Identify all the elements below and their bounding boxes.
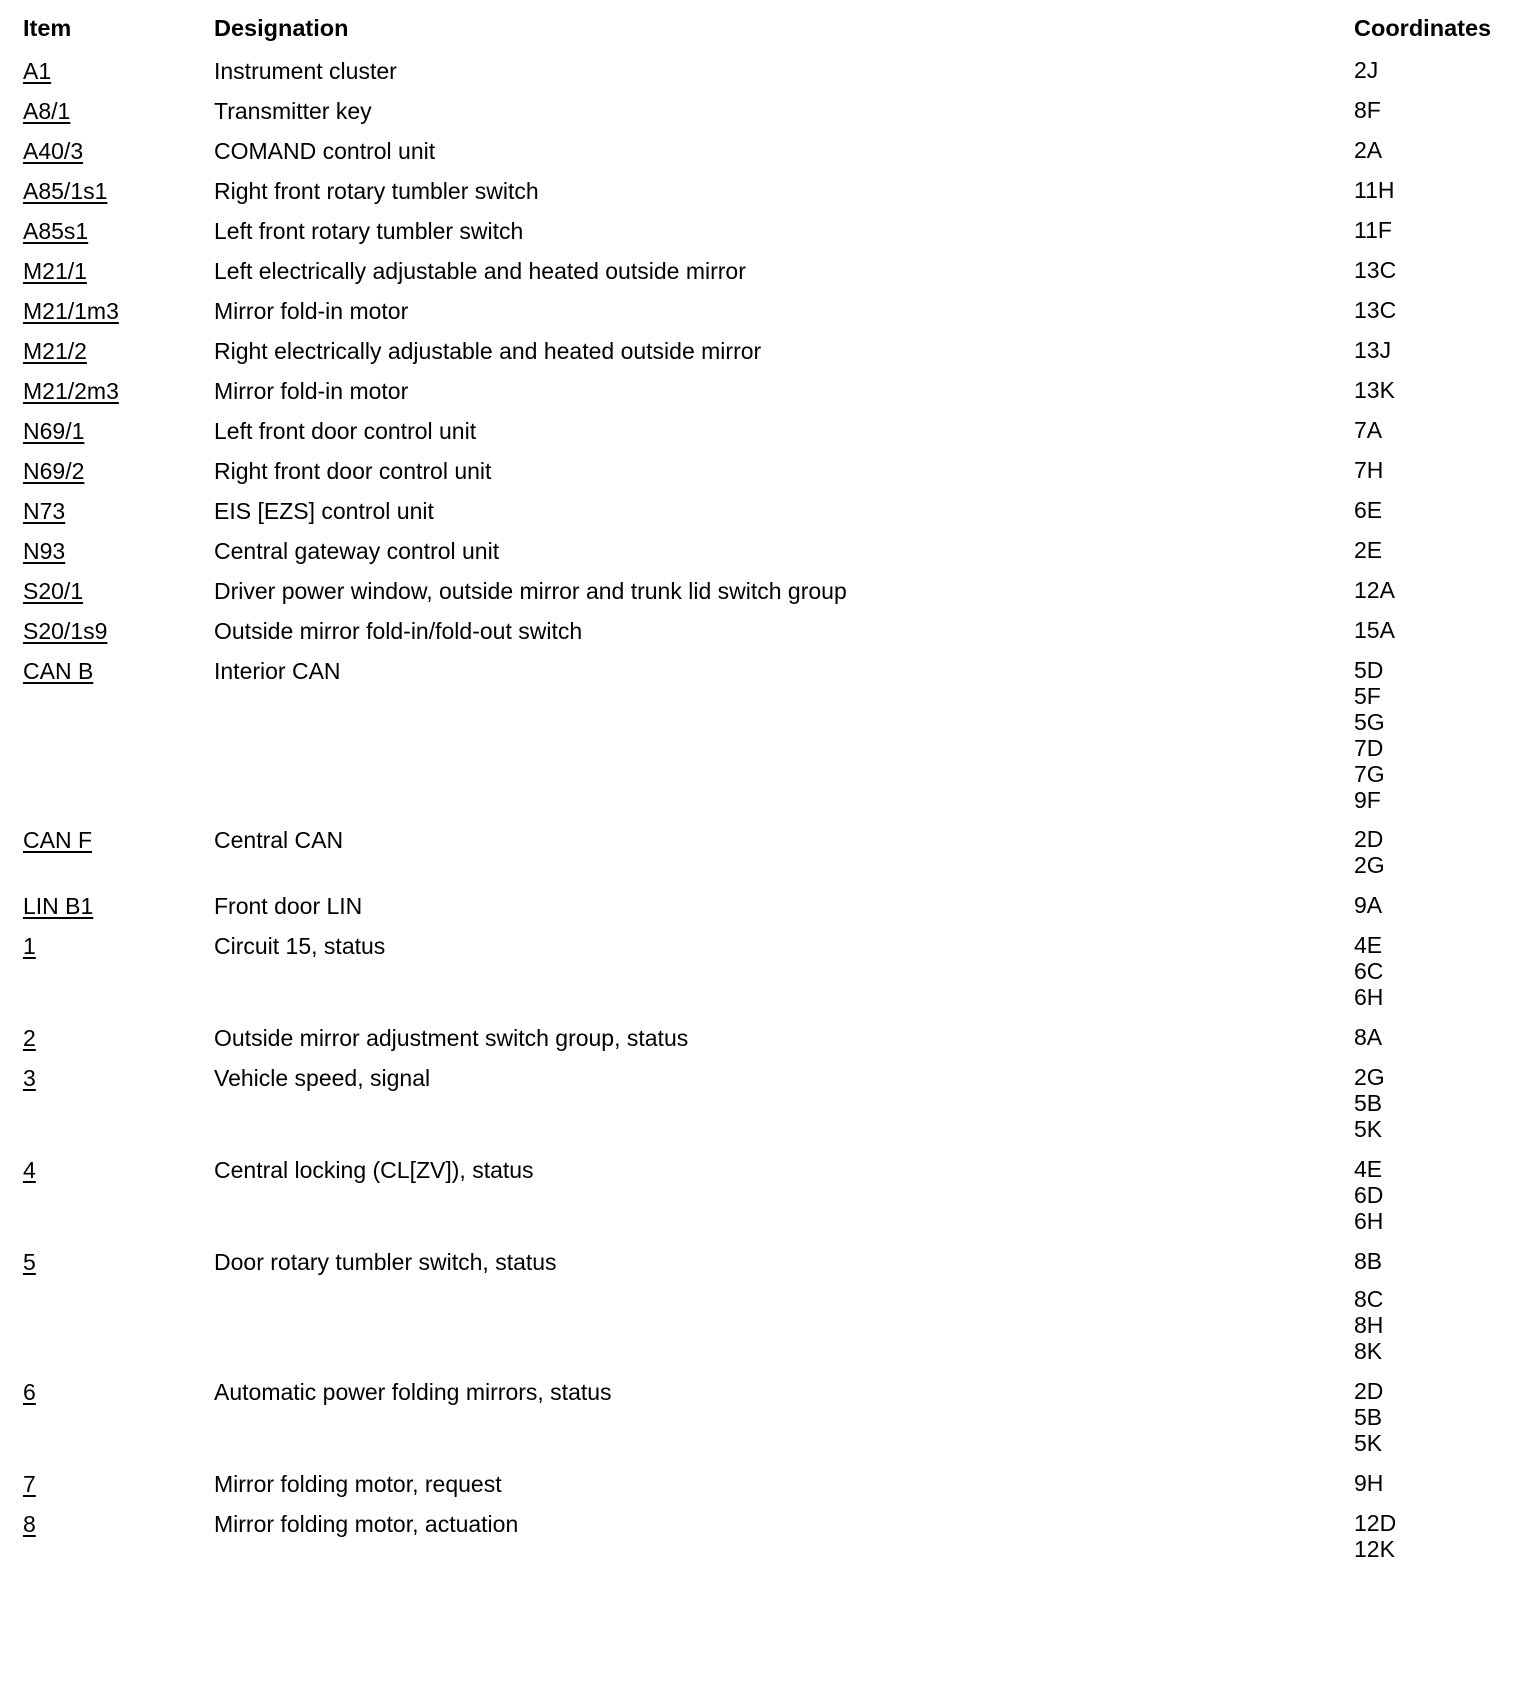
item-link[interactable]: N73 — [23, 498, 66, 524]
coordinate: 2G — [1354, 1064, 1385, 1090]
coordinate: 4E — [1354, 1156, 1383, 1182]
item-link[interactable]: A40/3 — [23, 138, 84, 164]
coordinate: 4E — [1354, 932, 1383, 958]
item-cell — [23, 892, 214, 932]
coordinates-cell — [1354, 1024, 1520, 1064]
coordinate: 13C — [1354, 257, 1397, 283]
table-row — [23, 1470, 1520, 1510]
table-row — [23, 57, 1520, 97]
item-cell — [23, 497, 214, 537]
coordinate: 2D — [1354, 826, 1384, 852]
item-link[interactable]: N69/1 — [23, 418, 85, 444]
item-cell — [23, 1024, 214, 1064]
item-cell — [23, 297, 214, 337]
designation-cell: EIS [EZS] control unit — [214, 498, 434, 524]
header-designation: Designation — [214, 15, 349, 41]
coordinates-cell — [1354, 1510, 1520, 1576]
coordinate: 5G — [1354, 709, 1385, 735]
coordinates-cell — [1354, 177, 1520, 217]
item-cell — [23, 97, 214, 137]
coordinates-cell — [1354, 826, 1520, 892]
item-cell — [23, 1510, 214, 1576]
item-link[interactable]: 8 — [23, 1511, 36, 1537]
table-row — [23, 1510, 1520, 1576]
table-row — [23, 577, 1520, 617]
item-cell — [23, 417, 214, 457]
coordinate: 11H — [1354, 177, 1395, 203]
designation-cell: Vehicle speed, signal — [214, 1065, 431, 1091]
coordinate: 5B — [1354, 1404, 1383, 1430]
item-link[interactable]: S20/1s9 — [23, 618, 108, 644]
coordinates-cell — [1354, 297, 1520, 337]
table-row — [23, 1156, 1520, 1248]
coordinates-cell — [1354, 137, 1520, 177]
designation-cell: Outside mirror adjustment switch group, status — [214, 1025, 689, 1051]
designation-cell: Left front door control unit — [214, 418, 477, 444]
designation-cell: Right electrically adjustable and heated outside mirror — [214, 338, 762, 364]
table-row — [23, 1248, 1520, 1378]
coordinate: 8B — [1354, 1248, 1383, 1274]
coordinate: 15A — [1354, 617, 1395, 643]
designation-cell: Left front rotary tumbler switch — [214, 218, 524, 244]
coordinate: 5D — [1354, 657, 1384, 683]
designation-cell: Mirror folding motor, actuation — [214, 1511, 519, 1537]
coordinate: 8K — [1354, 1338, 1383, 1364]
table-row — [23, 657, 1520, 826]
item-cell — [23, 1064, 214, 1156]
coordinate: 13J — [1354, 337, 1392, 363]
header-item: Item — [23, 15, 72, 41]
coordinate: 5K — [1354, 1116, 1383, 1142]
table-row — [23, 457, 1520, 497]
coordinate: 13C — [1354, 297, 1397, 323]
coordinate: 12D — [1354, 1510, 1397, 1536]
coordinates-cell — [1354, 932, 1520, 1024]
item-link[interactable]: A85s1 — [23, 218, 89, 244]
table-row — [23, 892, 1520, 932]
coordinate: 8F — [1354, 97, 1381, 123]
coordinate: 11F — [1354, 217, 1392, 243]
table-row — [23, 217, 1520, 257]
table-row — [23, 337, 1520, 377]
coordinate: 8C — [1354, 1286, 1384, 1312]
item-link[interactable]: A1 — [23, 58, 52, 84]
item-link[interactable]: CAN F — [23, 827, 92, 853]
item-cell — [23, 457, 214, 497]
coordinate: 9H — [1354, 1470, 1384, 1496]
coordinates-cell — [1354, 1248, 1520, 1378]
designation-cell: Outside mirror fold-in/fold-out switch — [214, 618, 583, 644]
coordinate: 6H — [1354, 984, 1384, 1010]
item-cell — [23, 217, 214, 257]
designation-cell: Mirror fold-in motor — [214, 378, 409, 404]
coordinate: 6H — [1354, 1208, 1384, 1234]
table-row — [23, 617, 1520, 657]
table-row — [23, 1378, 1520, 1470]
item-cell — [23, 1156, 214, 1248]
designation-cell: Instrument cluster — [214, 58, 397, 84]
designation-cell: Mirror folding motor, request — [214, 1471, 502, 1497]
coordinates-cell — [1354, 617, 1520, 657]
designation-cell: Mirror fold-in motor — [214, 298, 409, 324]
table-row — [23, 377, 1520, 417]
item-link[interactable]: M21/1 — [23, 258, 87, 284]
coordinate: 2J — [1354, 57, 1379, 83]
designation-cell: Central gateway control unit — [214, 538, 500, 564]
coordinates-cell — [1354, 497, 1520, 537]
item-link[interactable]: 1 — [23, 933, 36, 959]
table-row — [23, 826, 1520, 892]
coordinates-cell — [1354, 1156, 1520, 1248]
item-link[interactable]: 3 — [23, 1065, 36, 1091]
coordinates-cell — [1354, 1064, 1520, 1156]
item-cell — [23, 577, 214, 617]
coordinate: 2G — [1354, 852, 1385, 878]
coordinate: 2A — [1354, 137, 1383, 163]
item-link[interactable]: 7 — [23, 1471, 36, 1497]
table-row — [23, 297, 1520, 337]
designation-cell: Door rotary tumbler switch, status — [214, 1249, 557, 1275]
coordinate: 7A — [1354, 417, 1383, 443]
coordinates-cell — [1354, 577, 1520, 617]
item-link[interactable]: 2 — [23, 1025, 36, 1051]
coordinates-cell — [1354, 57, 1520, 97]
coordinate: 13K — [1354, 377, 1395, 403]
coordinates-cell — [1354, 217, 1520, 257]
coordinates-cell — [1354, 537, 1520, 577]
item-cell — [23, 932, 214, 1024]
coordinate: 7D — [1354, 735, 1384, 761]
table-row — [23, 1024, 1520, 1064]
item-link[interactable]: S20/1 — [23, 578, 84, 604]
item-link[interactable]: A8/1 — [23, 98, 71, 124]
coordinate: 6D — [1354, 1182, 1384, 1208]
item-link[interactable]: A85/1s1 — [23, 178, 108, 204]
table-row — [23, 497, 1520, 537]
item-cell — [23, 137, 214, 177]
item-link[interactable]: N69/2 — [23, 458, 85, 484]
item-cell — [23, 257, 214, 297]
coordinate: 5B — [1354, 1090, 1383, 1116]
item-link[interactable]: M21/2m3 — [23, 378, 119, 404]
item-cell — [23, 1470, 214, 1510]
coordinates-cell — [1354, 457, 1520, 497]
table-row — [23, 97, 1520, 137]
designation-cell: Central CAN — [214, 827, 344, 853]
table-header — [23, 14, 1520, 57]
designation-cell: Left electrically adjustable and heated outside mirror — [214, 258, 746, 284]
coordinate: 12A — [1354, 577, 1395, 603]
coordinates-cell — [1354, 337, 1520, 377]
item-cell — [23, 657, 214, 826]
coordinates-cell — [1354, 417, 1520, 457]
item-cell — [23, 617, 214, 657]
item-cell — [23, 1378, 214, 1470]
item-link[interactable]: M21/1m3 — [23, 298, 119, 324]
item-cell — [23, 1248, 214, 1378]
item-cell — [23, 57, 214, 97]
table-row — [23, 137, 1520, 177]
coordinate: 9F — [1354, 787, 1381, 813]
coordinate: 8H — [1354, 1312, 1384, 1338]
coordinate: 9A — [1354, 892, 1383, 918]
coordinates-cell — [1354, 377, 1520, 417]
designation-cell: Front door LIN — [214, 893, 363, 919]
coordinates-cell — [1354, 1378, 1520, 1470]
coordinates-cell — [1354, 1470, 1520, 1510]
item-cell — [23, 537, 214, 577]
designation-cell: Right front door control unit — [214, 458, 492, 484]
coordinate: 6C — [1354, 958, 1384, 984]
item-link[interactable]: LIN B1 — [23, 893, 94, 919]
designation-cell: Right front rotary tumbler switch — [214, 178, 539, 204]
coordinate: 5F — [1354, 683, 1381, 709]
table-row — [23, 257, 1520, 297]
coordinate: 6E — [1354, 497, 1383, 523]
designation-cell: Driver power window, outside mirror and trunk lid switch group — [214, 578, 847, 604]
coordinate: 8A — [1354, 1024, 1383, 1050]
table-row — [23, 537, 1520, 577]
coordinate: 2E — [1354, 537, 1383, 563]
designation-cell: Interior CAN — [214, 658, 341, 684]
table-body — [23, 57, 1520, 1576]
item-link[interactable]: N93 — [23, 538, 66, 564]
item-link[interactable]: 5 — [23, 1249, 36, 1275]
item-cell — [23, 177, 214, 217]
item-cell — [23, 377, 214, 417]
header-coordinates: Coordinates — [1354, 15, 1492, 41]
item-cell — [23, 826, 214, 892]
table-row — [23, 1064, 1520, 1156]
coordinates-cell — [1354, 97, 1520, 137]
item-cell — [23, 337, 214, 377]
coordinate: 2D — [1354, 1378, 1384, 1404]
designation-cell: Automatic power folding mirrors, status — [214, 1379, 612, 1405]
table-row — [23, 417, 1520, 457]
coordinate: 5K — [1354, 1430, 1383, 1456]
coordinate: 12K — [1354, 1536, 1395, 1562]
designation-cell: Circuit 15, status — [214, 933, 386, 959]
coordinates-cell — [1354, 657, 1520, 826]
item-link[interactable]: 6 — [23, 1379, 36, 1405]
coordinates-cell — [1354, 257, 1520, 297]
item-link[interactable]: M21/2 — [23, 338, 87, 364]
designation-cell: Transmitter key — [214, 98, 372, 124]
coordinates-cell — [1354, 892, 1520, 932]
table-row — [23, 932, 1520, 1024]
designation-cell: Central locking (CL[ZV]), status — [214, 1157, 534, 1183]
designation-cell: COMAND control unit — [214, 138, 436, 164]
coordinate: 7H — [1354, 457, 1384, 483]
table-row — [23, 177, 1520, 217]
coordinate: 7G — [1354, 761, 1385, 787]
item-link[interactable]: CAN B — [23, 658, 94, 684]
item-link[interactable]: 4 — [23, 1157, 36, 1183]
